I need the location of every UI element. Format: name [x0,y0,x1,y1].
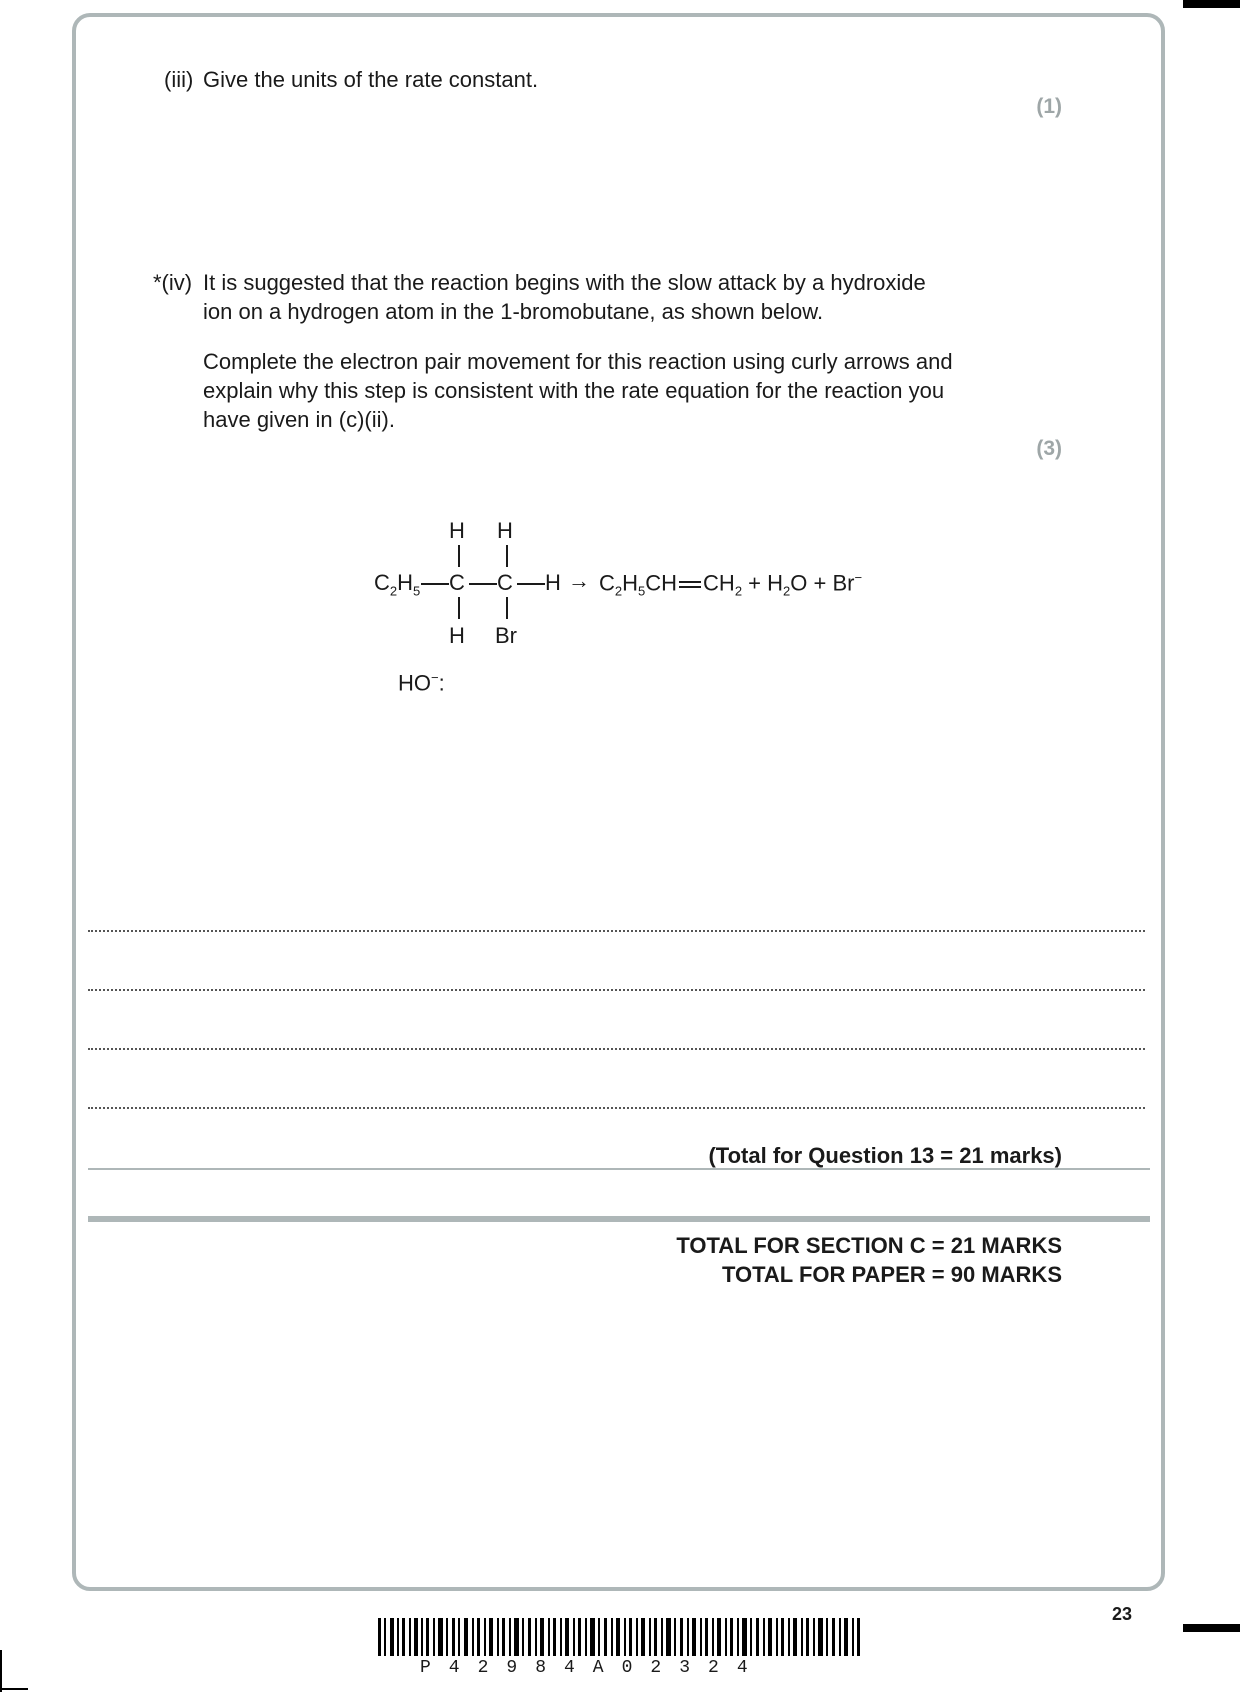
answer-line-3[interactable] [88,1048,1145,1050]
question-iii-text: Give the units of the rate constant. [203,67,539,92]
reaction-arrow: → [568,568,590,593]
question-iv-marks: (3) [1036,437,1062,460]
divider-thick [88,1216,1150,1222]
barcode-image [378,1618,862,1656]
bond-top-2 [506,545,508,567]
hydroxide-ion: HO−: [398,670,445,696]
question-iv-para2-line3: have given in (c)(ii). [203,407,395,432]
question-iv-para2-line1: Complete the electron pair movement for this reaction using curly arrows and [203,349,953,374]
products: $C_2H_5CH$ $CH_2 + H_2O + Br^-$ [599,570,863,599]
bond-ethyl-c1 [421,583,449,585]
question-iv-para2-line2: explain why this step is consistent with the rate equation for the reaction you [203,378,945,403]
section-total: TOTAL FOR SECTION C = 21 MARKS [676,1233,1062,1258]
barcode-text: P42984A02324 [420,1658,766,1678]
bond-bottom-2 [506,597,508,619]
question-iv-line2: ion on a hydrogen atom in the 1-bromobutane, as shown below. [203,299,824,324]
atom-h-top-2: H [497,518,513,543]
answer-line-1[interactable] [88,930,1145,932]
registration-mark-bottom-left-h [0,1688,28,1690]
question-iv-line1: It is suggested that the reaction begins with the slow attack by a hydroxide [203,270,926,295]
paper-total: TOTAL FOR PAPER = 90 MARKS [721,1262,1062,1287]
bond-bottom-1 [458,597,460,619]
registration-mark-top-right [1183,0,1240,8]
group-ethyl: $C_2H_5$ [374,570,421,599]
registration-mark-bottom-left-v [0,1650,2,1692]
atom-c2: C [497,570,513,595]
bond-c2-h [517,583,545,585]
bond-c1-c2 [469,583,497,585]
atom-h-right: H [545,570,561,595]
double-bond [679,581,701,588]
page-number: 23 [1111,1604,1132,1624]
atom-h-bottom: H [449,623,465,648]
atom-h-top-1: H [449,518,465,543]
question-iv-label: *(iv) [153,270,193,295]
answer-line-4[interactable] [88,1107,1145,1109]
question-iii-marks: (1) [1036,95,1062,118]
registration-mark-bottom-right [1183,1624,1240,1632]
answer-line-2[interactable] [88,989,1145,991]
question-iii-label: (iii) [164,67,194,92]
atom-br: Br [495,623,517,648]
atom-c1: C [449,570,465,595]
bond-top-1 [458,545,460,567]
question-total: (Total for Question 13 = 21 marks) [708,1143,1062,1168]
page-border [72,13,1165,1591]
divider-thin [88,1168,1150,1170]
